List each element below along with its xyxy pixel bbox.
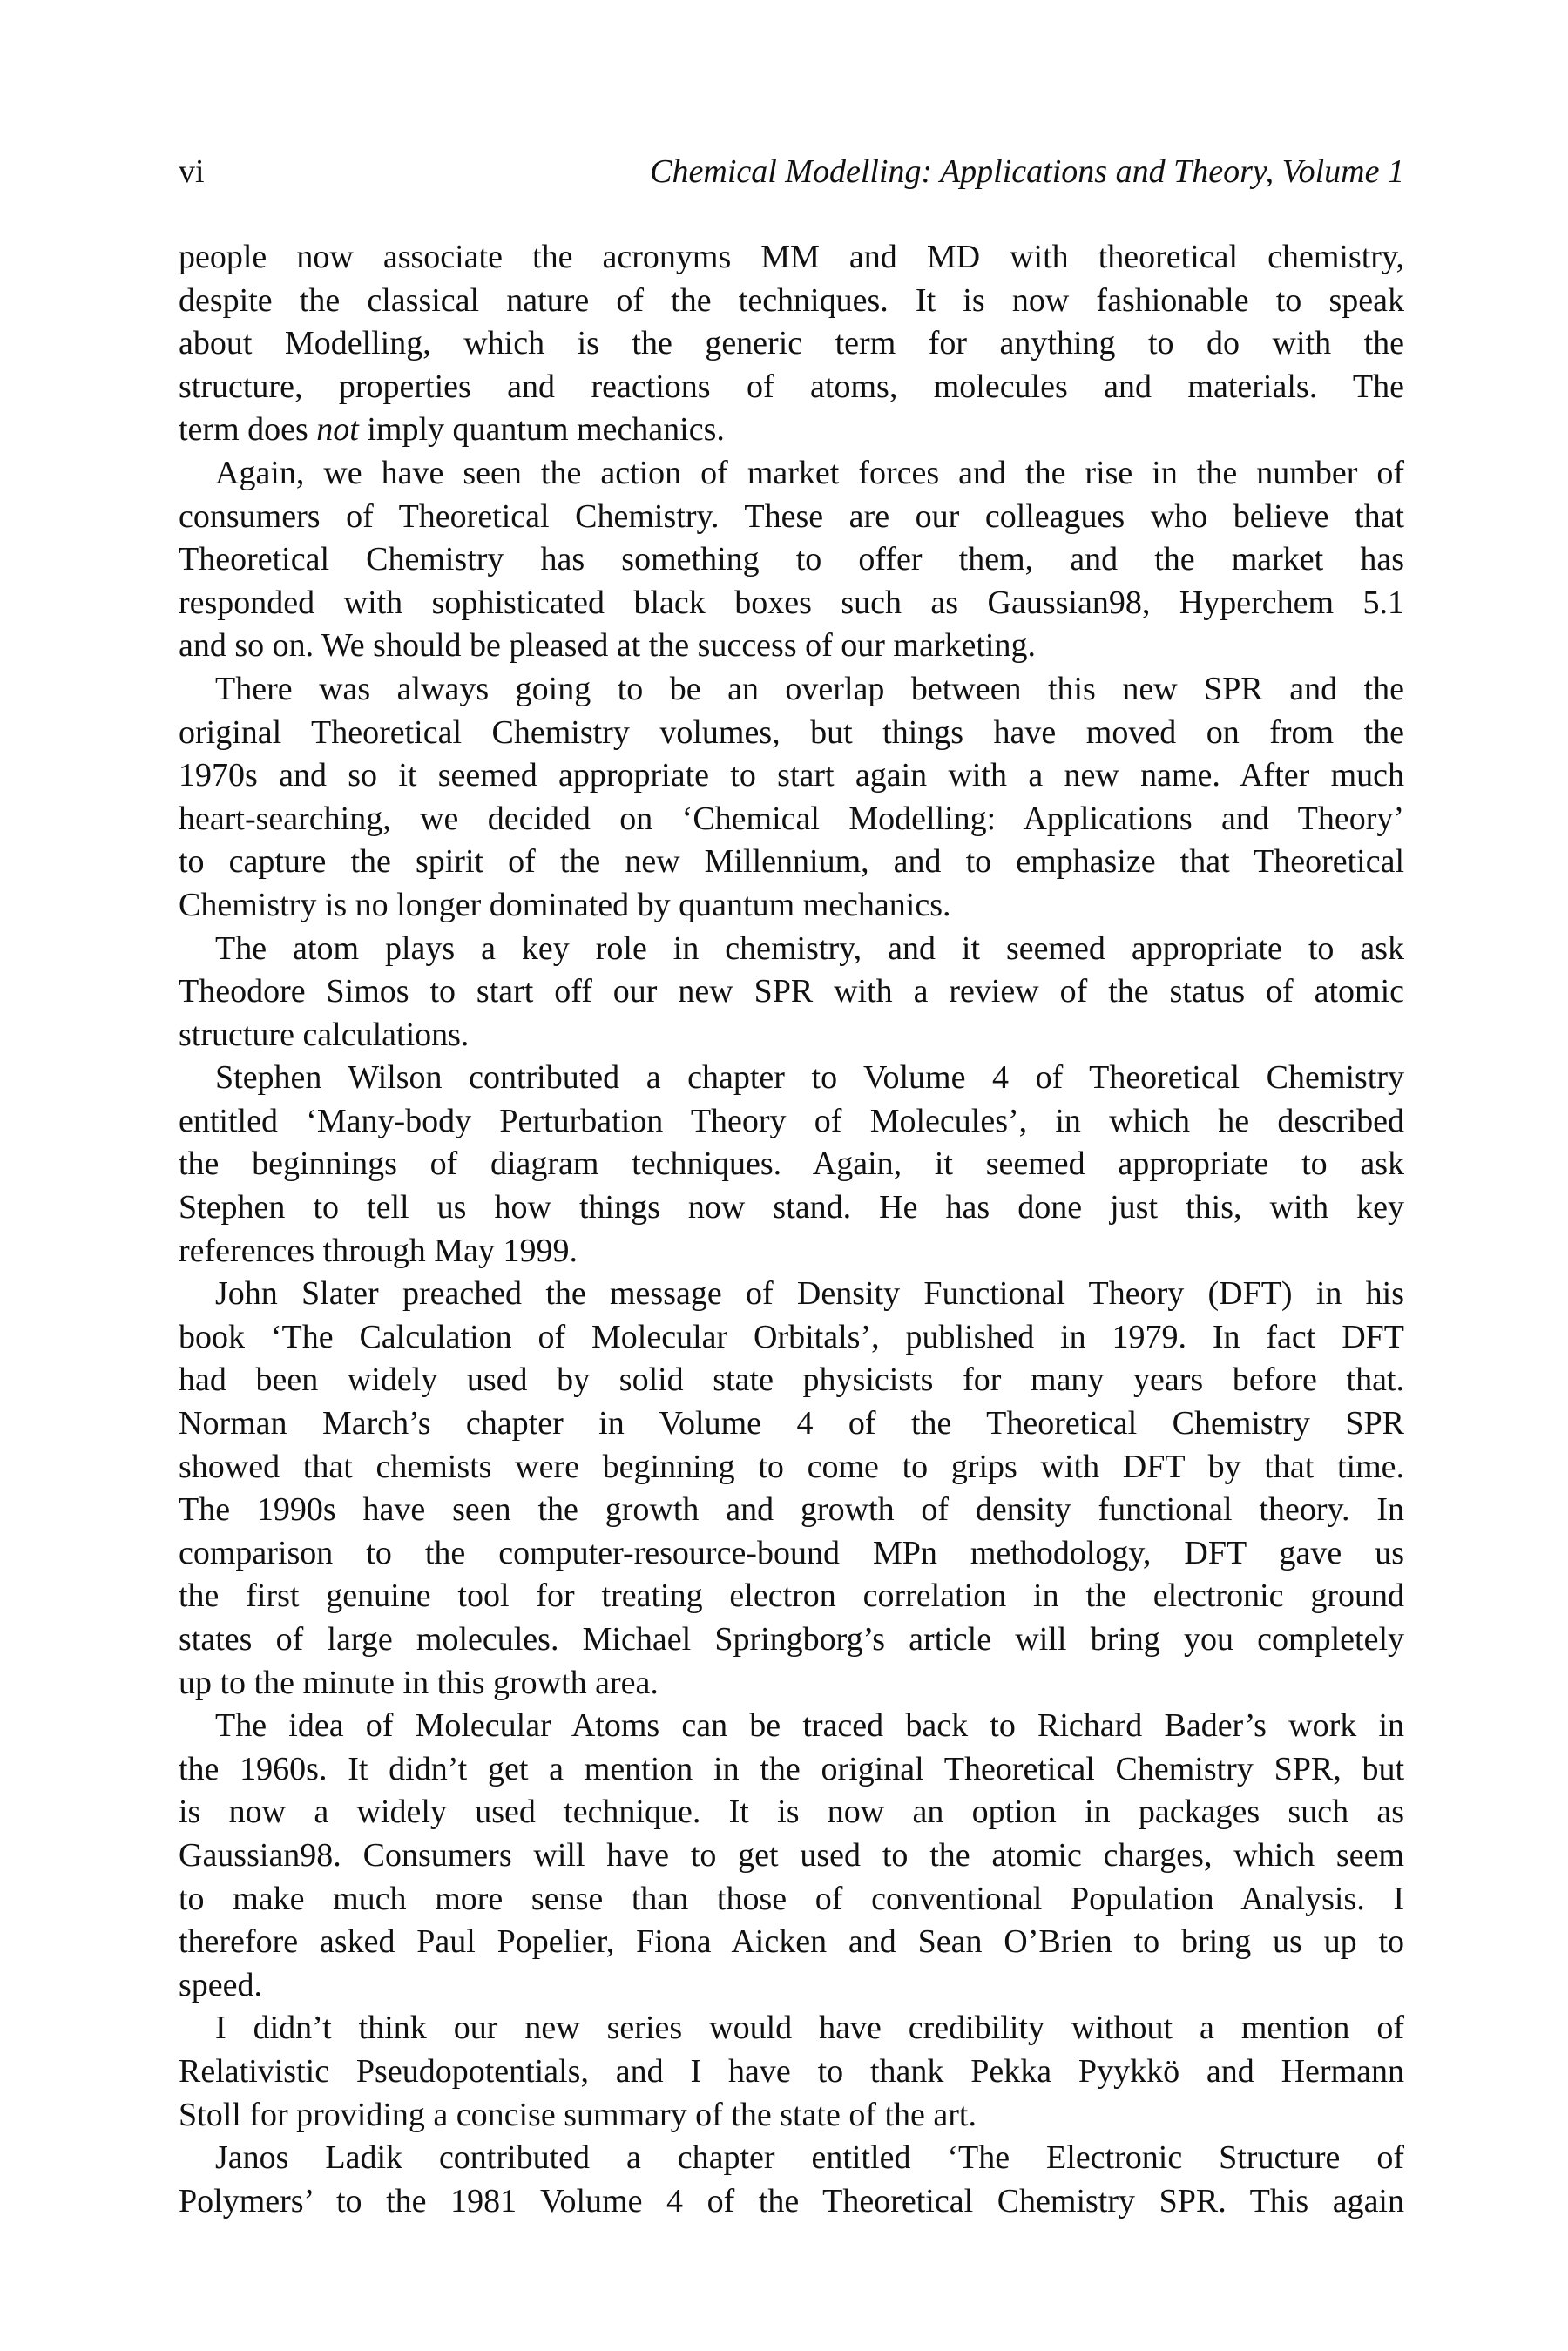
- paragraph: [179, 1273, 1404, 1705]
- text-line: therefore asked Paul Popelier, Fiona Aicken and Sean O’Brien to bring us up to: [179, 1923, 1404, 1961]
- text-line: about Modelling, which is the generic term for anything to do with the: [179, 325, 1404, 362]
- text-line: Gaussian98. Consumers will have to get used to the atomic charges, which seem: [179, 1836, 1404, 1874]
- text-line: The 1990s have seen the growth and growth of density functional theory. In: [179, 1491, 1404, 1529]
- paragraph: [179, 1705, 1404, 2007]
- running-title: Chemical Modelling: Applications and Theory, Volume 1: [650, 153, 1404, 190]
- text-line: people now associate the acronyms MM and MD with theoretical chemistry,: [179, 239, 1404, 275]
- text-line: references through May 1999.: [179, 1232, 578, 1269]
- text-line: to capture the spirit of the new Millennium, and to emphasize that Theoretical: [179, 843, 1404, 881]
- text-line: The atom plays a key role in chemistry, and it seemed appropriate to ask: [215, 929, 1404, 967]
- text-line: speed.: [179, 1966, 263, 2003]
- text-line: Chemistry is no longer dominated by quantum mechanics.: [179, 886, 951, 923]
- text-line: entitled ‘Many-body Perturbation Theory of Molecules’, in which he described: [179, 1102, 1404, 1139]
- text-line: structure, properties and reactions of atoms, molecules and materials. The: [179, 368, 1404, 405]
- text-line: is now a widely used technique. It is now an option in packages such as: [179, 1794, 1404, 1831]
- paragraph: [179, 928, 1404, 1057]
- text-line: The idea of Molecular Atoms can be traced back to Richard Bader’s work in: [215, 1707, 1404, 1745]
- text-segment: term does: [179, 411, 317, 449]
- text-line: the first genuine tool for treating electron correlation in the electronic ground: [179, 1577, 1404, 1615]
- text-line: heart-searching, we decided on ‘Chemical Modelling: Applications and Theory’: [179, 800, 1404, 837]
- paragraph: [179, 452, 1404, 668]
- text-line: [179, 409, 1404, 452]
- text-line: consumers of Theoretical Chemistry. These are our colleagues who believe that: [179, 497, 1404, 535]
- text-line: original Theoretical Chemistry volumes, but things have moved on from the: [179, 713, 1404, 751]
- text-line: to make much more sense than those of conventional Population Analysis. I: [179, 1880, 1404, 1917]
- text-line: Stephen Wilson contributed a chapter to Volume 4 of Theoretical Chemistry: [215, 1059, 1404, 1097]
- text-line: states of large molecules. Michael Springborg’s article will bring you completely: [179, 1621, 1404, 1658]
- text-line: the beginnings of diagram techniques. Again, it seemed appropriate to ask: [179, 1145, 1404, 1183]
- text-line: Janos Ladik contributed a chapter entitled ‘The Electronic Structure of: [215, 2139, 1404, 2177]
- paragraph: [179, 2007, 1404, 2137]
- text-line: Theoretical Chemistry has something to offer them, and the market has: [179, 541, 1404, 578]
- text-line: had been widely used by solid state physicists for many years before that.: [179, 1361, 1404, 1399]
- text-segment: imply quantum mechanics.: [358, 411, 725, 449]
- text-line: comparison to the computer-resource-bound MPn methodology, DFT gave us: [179, 1534, 1404, 1571]
- text-line: Norman March’s chapter in Volume 4 of the Theoretical Chemistry SPR: [179, 1405, 1404, 1442]
- text-line: book ‘The Calculation of Molecular Orbitals’, published in 1979. In fact DFT: [179, 1318, 1404, 1355]
- text-line: 1970s and so it seemed appropriate to start again with a new name. After much: [179, 757, 1404, 794]
- text-line: Theodore Simos to start off our new SPR with a review of the status of atomic: [179, 973, 1404, 1010]
- text-line: Polymers’ to the 1981 Volume 4 of the Theoretical Chemistry SPR. This again: [179, 2182, 1404, 2219]
- emphasis: not: [316, 411, 359, 449]
- text-line: Stoll for providing a concise summary of the state of the art.: [179, 2096, 977, 2133]
- text-line: up to the minute in this growth area.: [179, 1664, 659, 1701]
- page-number: vi: [179, 153, 205, 190]
- text-line: responded with sophisticated black boxes such as Gaussian98, Hyperchem 5.1: [179, 584, 1404, 621]
- paragraph: [179, 2137, 1404, 2223]
- paragraph: [179, 236, 1404, 452]
- running-header: [179, 151, 1404, 194]
- paragraph: [179, 668, 1404, 928]
- text-line: There was always going to be an overlap between this new SPR and the: [215, 670, 1404, 707]
- text-line: structure calculations.: [179, 1016, 470, 1053]
- text-line: despite the classical nature of the techniques. It is now fashionable to speak: [179, 281, 1404, 319]
- text-line: Stephen to tell us how things now stand. He has done just this, with key: [179, 1189, 1404, 1226]
- text-line: I didn’t think our new series would have credibility without a mention of: [215, 2010, 1404, 2047]
- text-line: Relativistic Pseudopotentials, and I have to thank Pekka Pyykkö and Hermann: [179, 2052, 1404, 2090]
- text-line: John Slater preached the message of Density Functional Theory (DFT) in his: [215, 1275, 1404, 1313]
- text-line: Again, we have seen the action of market forces and the rise in the number of: [215, 454, 1404, 491]
- paragraph: [179, 1057, 1404, 1273]
- text-line: showed that chemists were beginning to come to grips with DFT by that time.: [179, 1448, 1404, 1485]
- text-line: the 1960s. It didn’t get a mention in the original Theoretical Chemistry SPR, but: [179, 1750, 1404, 1787]
- text-line: and so on. We should be pleased at the success of our marketing.: [179, 627, 1036, 665]
- body-text: [179, 236, 1404, 2223]
